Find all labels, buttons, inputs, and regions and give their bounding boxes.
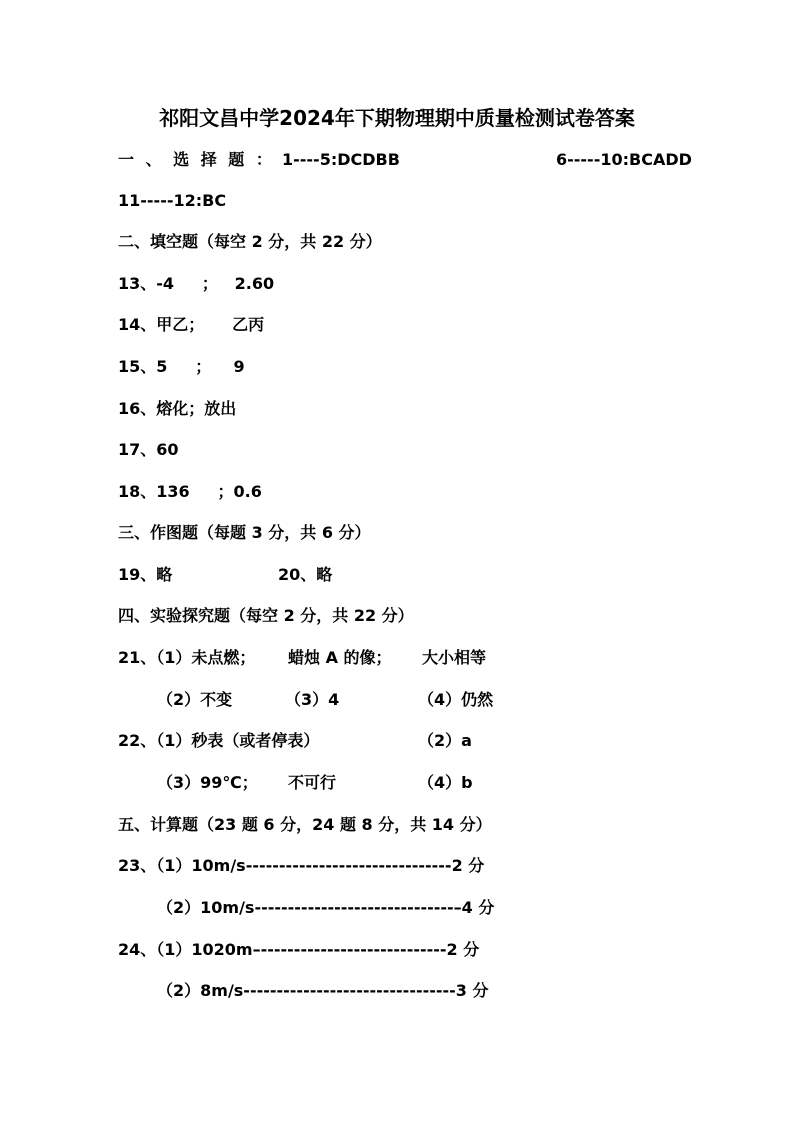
answer-21-4: （4）仍然 — [418, 690, 494, 709]
answer-20: 20、略 — [278, 565, 333, 584]
answer-13: 13、-4 ； 2.60 — [118, 274, 275, 293]
section-5-heading: 五、计算题（23 题 6 分，24 题 8 分，共 14 分） — [118, 815, 492, 834]
answer-24-1: 24、（1）1020m–----------------------------2 分 — [118, 940, 480, 959]
choice-answers-6-10: 6-----10:BCADD — [556, 150, 692, 169]
answer-21-3: （3）4 — [285, 690, 340, 709]
answer-22-2: （2）a — [418, 731, 472, 750]
answer-14: 14、甲乙； 乙丙 — [118, 315, 265, 334]
answer-21-2: （2）不变 — [157, 690, 233, 709]
section-4-heading: 四、实验探究题（每空 2 分，共 22 分） — [118, 606, 414, 625]
answer-22-1: 22、（1）秒表（或者停表） — [118, 731, 320, 750]
answer-22-3b: 不可行 — [288, 773, 337, 792]
page-title: 祁阳文昌中学2024年下期物理期中质量检测试卷答案 — [159, 106, 635, 130]
section-1-heading: 一 、 选 择 题 ： — [118, 150, 275, 169]
answer-23-1: 23、（1）10m/s-------------------------------2 分 — [118, 856, 485, 875]
answer-24-2: （2）8m/s--------------------------------3 分 — [157, 981, 489, 1000]
answer-15: 15、5 ； 9 — [118, 357, 245, 376]
answer-16: 16、熔化；放出 — [118, 399, 237, 418]
answer-21-1c: 大小相等 — [422, 648, 487, 667]
section-3-heading: 三、作图题（每题 3 分，共 6 分） — [118, 523, 371, 542]
answer-21-1b: 蜡烛 A 的像； — [288, 648, 392, 667]
section-2-heading: 二、填空题（每空 2 分，共 22 分） — [118, 232, 382, 251]
answer-23-2: （2）10m/s------------------------------–4 分 — [157, 898, 495, 917]
answer-22-3: （3）99℃； — [157, 773, 258, 792]
answer-17: 17、60 — [118, 440, 179, 459]
answer-18: 18、136 ；0.6 — [118, 482, 262, 501]
answer-22-4: （4）b — [418, 773, 473, 792]
answer-19: 19、略 — [118, 565, 173, 584]
choice-answers-1-5: 1----5:DCDBB — [282, 150, 400, 169]
answer-21-1: 21、（1）未点燃； — [118, 648, 256, 667]
choice-answers-11-12: 11-----12:BC — [118, 191, 227, 210]
